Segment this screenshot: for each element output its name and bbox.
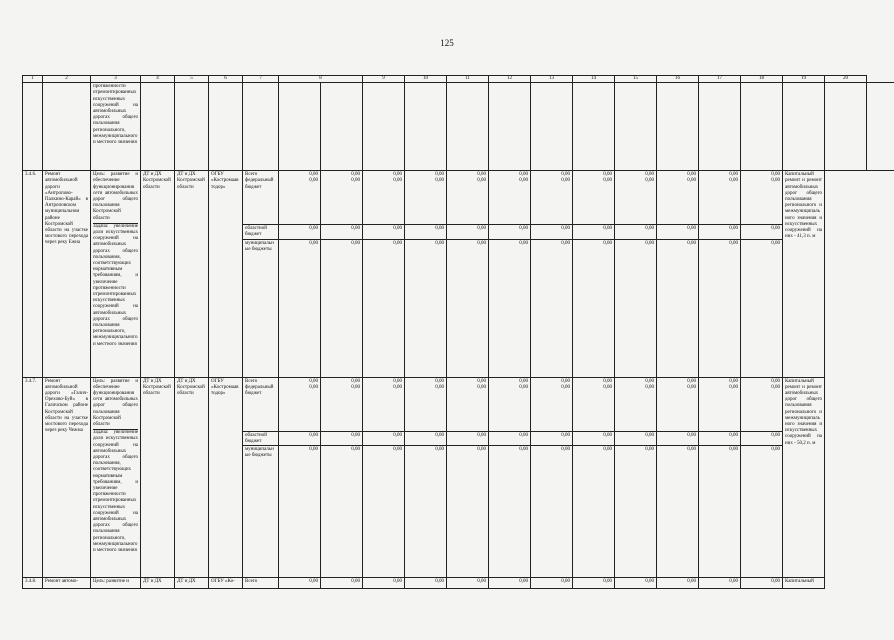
header-cell-20: 20 [825, 76, 867, 83]
municipal-value: 0,00 [615, 446, 657, 578]
municipal-value: 0,00 [531, 239, 573, 377]
municipal-value: 0,00 [405, 446, 447, 578]
item-coexecutor: ДТ и ДХ [175, 578, 209, 589]
header-cell-13: 13 [531, 76, 573, 83]
header-cell-2: 2 [43, 76, 91, 83]
cont-goal-text: протяженности отремонтированных искусственных сооружений на автомобильных дорогах общего пользования регионального, межмуниципального и местного значения [91, 83, 141, 171]
total-value: 0,00 [531, 578, 573, 589]
regional-value: 0,00 [279, 431, 321, 445]
cont-empty-cell [825, 83, 867, 171]
item-name: Ремонт автомобильной дороги «Галич-Орехово-Буй» в Галичском районе Костромской области на участке мостового перехода через реку Чежма [43, 377, 91, 577]
federal-value: 0,00 [645, 384, 654, 390]
item-result: Капитальный [783, 578, 825, 589]
cont-empty-cell [321, 83, 363, 171]
cont-name [43, 83, 91, 171]
program-table [22, 75, 894, 589]
total-value: 0,00 [603, 378, 612, 384]
municipal-value: 0,00 [363, 446, 405, 578]
header-cell-11: 11 [447, 76, 489, 83]
municipal-value: 0,00 [363, 239, 405, 377]
federal-value: 0,00 [435, 384, 444, 390]
value-cell [657, 377, 699, 431]
cont-num [23, 83, 43, 171]
regional-value: 0,00 [699, 225, 741, 239]
item-goal-task [91, 171, 141, 377]
federal-value: 0,00 [393, 178, 402, 184]
federal-value: 0,00 [477, 384, 486, 390]
total-value: 0,00 [435, 378, 444, 384]
total-value: 0,00 [477, 378, 486, 384]
total-value: 0,00 [477, 172, 486, 178]
item-partner: ОГБУ «Ко- [209, 578, 243, 589]
value-cell [489, 377, 531, 431]
federal-value: 0,00 [729, 178, 738, 184]
total-value: 0,00 [393, 378, 402, 384]
total-value: 0,00 [393, 172, 402, 178]
regional-value: 0,00 [657, 431, 699, 445]
cont-empty-cell [489, 83, 531, 171]
header-cell-8: 8 [279, 76, 363, 83]
regional-value: 0,00 [405, 225, 447, 239]
value-cell [363, 377, 405, 431]
federal-value: 0,00 [645, 178, 654, 184]
value-cell [279, 377, 321, 431]
total-value: 0,00 [741, 578, 783, 589]
federal-value: 0,00 [351, 384, 360, 390]
regional-value: 0,00 [363, 225, 405, 239]
municipal-value: 0,00 [531, 446, 573, 578]
regional-value: 0,00 [741, 431, 783, 445]
cont-empty-cell [141, 83, 175, 171]
total-value: 0,00 [435, 172, 444, 178]
regional-value: 0,00 [405, 431, 447, 445]
header-cell-19: 19 [783, 76, 825, 83]
municipal-value: 0,00 [657, 446, 699, 578]
value-cell [615, 171, 657, 225]
header-cell-9: 9 [363, 76, 405, 83]
total-value: 0,00 [645, 378, 654, 384]
municipal-value: 0,00 [615, 239, 657, 377]
federal-value: 0,00 [309, 384, 318, 390]
item-coexecutor: ДТ и ДХ Костромской области [175, 171, 209, 377]
item-executor: ДТ и ДХ Костромской области [141, 171, 175, 377]
value-cell [531, 377, 573, 431]
total-value: 0,00 [279, 578, 321, 589]
total-value: 0,00 [573, 578, 615, 589]
item-result: Капитальный ремонт и ремонт автомобильных дорог общего пользования регионального и межмуниципального значения и искусственных сооружений на них - 50,2 п. м [783, 377, 825, 577]
regional-value: 0,00 [489, 431, 531, 445]
regional-value: 0,00 [321, 225, 363, 239]
regional-value: 0,00 [615, 225, 657, 239]
regional-value: 0,00 [657, 225, 699, 239]
header-cell-1: 1 [23, 76, 43, 83]
funding-total-federal [243, 171, 279, 225]
value-cell [447, 377, 489, 431]
federal-value: 0,00 [771, 178, 780, 184]
federal-value: 0,00 [519, 178, 528, 184]
value-cell [699, 377, 741, 431]
federal-value: 0,00 [519, 384, 528, 390]
federal-value: 0,00 [393, 384, 402, 390]
total-value: 0,00 [561, 378, 570, 384]
total-value: 0,00 [351, 172, 360, 178]
total-value: 0,00 [603, 172, 612, 178]
item-partner: ОГБУ «Костромаавтодор» [209, 171, 243, 377]
total-value: 0,00 [699, 578, 741, 589]
federal-value: 0,00 [477, 178, 486, 184]
municipal-value: 0,00 [699, 239, 741, 377]
municipal-value: 0,00 [741, 239, 783, 377]
header-cell-3: 3 [91, 76, 141, 83]
municipal-value: 0,00 [321, 239, 363, 377]
header-cell-16: 16 [657, 76, 699, 83]
municipal-value: 0,00 [741, 446, 783, 578]
total-value: 0,00 [729, 172, 738, 178]
total-value: 0,00 [771, 378, 780, 384]
row-3-4-6-total [23, 171, 894, 225]
total-value: 0,00 [561, 172, 570, 178]
regional-value: 0,00 [531, 225, 573, 239]
value-cell [489, 171, 531, 225]
header-cell-18: 18 [741, 76, 783, 83]
total-value: 0,00 [489, 578, 531, 589]
funding-regional-label: областной бюджет [243, 225, 279, 239]
total-value: 0,00 [363, 578, 405, 589]
cont-empty-cell [783, 83, 825, 171]
regional-value: 0,00 [363, 431, 405, 445]
total-value: 0,00 [687, 172, 696, 178]
total-value: 0,00 [321, 578, 363, 589]
regional-value: 0,00 [279, 225, 321, 239]
municipal-value: 0,00 [447, 446, 489, 578]
header-cell-10: 10 [405, 76, 447, 83]
total-value: 0,00 [519, 378, 528, 384]
funding-total-label: Всего [243, 578, 279, 589]
federal-value: 0,00 [561, 178, 570, 184]
funding-federal-label: федеральный бюджет [245, 178, 274, 190]
item-partner: ОГБУ «Костромаавтодор» [209, 377, 243, 577]
value-cell [279, 171, 321, 225]
federal-value: 0,00 [561, 384, 570, 390]
municipal-value: 0,00 [699, 446, 741, 578]
header-cell-5: 5 [175, 76, 209, 83]
regional-value: 0,00 [489, 225, 531, 239]
total-value: 0,00 [657, 578, 699, 589]
federal-value: 0,00 [309, 178, 318, 184]
municipal-value: 0,00 [279, 239, 321, 377]
regional-value: 0,00 [573, 225, 615, 239]
total-value: 0,00 [447, 578, 489, 589]
total-value: 0,00 [615, 578, 657, 589]
value-cell [321, 377, 363, 431]
federal-value: 0,00 [603, 178, 612, 184]
municipal-value: 0,00 [321, 446, 363, 578]
header-cell-7: 7 [243, 76, 279, 83]
value-cell [405, 171, 447, 225]
item-goal-task [91, 377, 141, 577]
value-cell [573, 171, 615, 225]
header-row [23, 76, 894, 83]
total-value: 0,00 [519, 172, 528, 178]
cont-empty-cell [447, 83, 489, 171]
header-cell-17: 17 [699, 76, 741, 83]
item-executor: ДТ и ДХ [141, 578, 175, 589]
value-cell [573, 377, 615, 431]
total-value: 0,00 [309, 378, 318, 384]
regional-value: 0,00 [531, 431, 573, 445]
cont-empty-cell [573, 83, 615, 171]
total-value: 0,00 [687, 378, 696, 384]
regional-value: 0,00 [573, 431, 615, 445]
total-value: 0,00 [351, 378, 360, 384]
funding-total-federal [243, 377, 279, 431]
cont-empty-cell [243, 83, 279, 171]
header-cell-14: 14 [573, 76, 615, 83]
value-cell [699, 171, 741, 225]
item-goal: Цель: развитие и [91, 578, 141, 589]
row-3-4-7-total [23, 377, 894, 431]
total-value: 0,00 [729, 378, 738, 384]
header-cell-4: 4 [141, 76, 175, 83]
cont-empty-cell [867, 83, 894, 171]
municipal-value: 0,00 [489, 446, 531, 578]
regional-value: 0,00 [699, 431, 741, 445]
item-task: Задача: увеличение доли искусственных сооружений на автомобильных дорогах общего пользования, соответствующих нормативным требованиям, и увеличение протяженности отремонтированных искусственных сооружений на автомобильных дорогах общего пользования регионального, межмуниципального и местного значения [93, 223, 138, 347]
cont-empty-cell [741, 83, 783, 171]
cont-empty-cell [405, 83, 447, 171]
item-coexecutor: ДТ и ДХ Костромской области [175, 377, 209, 577]
regional-value: 0,00 [741, 225, 783, 239]
municipal-value: 0,00 [405, 239, 447, 377]
value-cell [741, 377, 783, 431]
value-cell [657, 171, 699, 225]
total-value: 0,00 [771, 172, 780, 178]
regional-value: 0,00 [447, 431, 489, 445]
cont-empty-cell [363, 83, 405, 171]
regional-value: 0,00 [447, 225, 489, 239]
federal-value: 0,00 [771, 384, 780, 390]
item-number: 3.4.7. [23, 377, 43, 577]
value-cell [363, 171, 405, 225]
item-name: Ремонт автомо- [43, 578, 91, 589]
federal-value: 0,00 [687, 178, 696, 184]
item-executor: ДТ и ДХ Костромской области [141, 377, 175, 577]
header-cell-6: 6 [209, 76, 243, 83]
regional-value: 0,00 [321, 431, 363, 445]
value-cell [741, 171, 783, 225]
item-task: Задача: увеличение доли искусственных сооружений на автомобильных дорогах общего пользования, соответствующих нормативным требованиям, и увеличение протяженности отремонтированных искусственных сооружений на автомобильных дорогах общего пользования регионального, межмуниципального и местного значения [93, 430, 138, 554]
funding-municipal-label: муниципальные бюджеты [243, 239, 279, 377]
federal-value: 0,00 [729, 384, 738, 390]
item-result: Капитальный ремонт и ремонт автомобильных дорог общего пользования регионального и межмуниципального значения и искусственных сооружений на них - 41,3 п. м [783, 171, 825, 377]
item-number: 3.4.6. [23, 171, 43, 377]
municipal-value: 0,00 [573, 239, 615, 377]
funding-federal-label: федеральный бюджет [245, 384, 274, 397]
continuation-row [23, 83, 894, 171]
municipal-value: 0,00 [573, 446, 615, 578]
cont-empty-cell [699, 83, 741, 171]
value-cell [447, 171, 489, 225]
municipal-value: 0,00 [657, 239, 699, 377]
total-value: 0,00 [405, 578, 447, 589]
funding-total-label: Всего [245, 172, 258, 178]
cont-empty-cell [209, 83, 243, 171]
municipal-value: 0,00 [489, 239, 531, 377]
total-value: 0,00 [645, 172, 654, 178]
item-goal: Цель: развитие и обеспечение функционирования сети автомобильных дорог общего пользования Костромской области [93, 172, 138, 224]
value-cell [405, 377, 447, 431]
federal-value: 0,00 [351, 178, 360, 184]
item-goal: Цель: развитие и обеспечение функционирования сети автомобильных дорог общего пользования Костромской области [93, 379, 138, 431]
page-number: 125 [440, 38, 454, 48]
municipal-value: 0,00 [447, 239, 489, 377]
federal-value: 0,00 [687, 384, 696, 390]
cont-empty-cell [279, 83, 321, 171]
funding-regional-label: областной бюджет [243, 431, 279, 445]
federal-value: 0,00 [603, 384, 612, 390]
item-name: Ремонт автомобильной дороги «Антропово-Палкино-Карай» в Антроповском муниципальном районе Костромской области на участке мостового перехода через реку Ежна [43, 171, 91, 377]
header-cell-12: 12 [489, 76, 531, 83]
cont-empty-cell [531, 83, 573, 171]
cont-empty-cell [615, 83, 657, 171]
value-cell [321, 171, 363, 225]
funding-municipal-label: муниципальные бюджеты [243, 446, 279, 578]
federal-value: 0,00 [435, 178, 444, 184]
row-3-4-8 [23, 578, 894, 589]
value-cell [615, 377, 657, 431]
regional-value: 0,00 [615, 431, 657, 445]
item-number: 3.4.8. [23, 578, 43, 589]
cont-empty-cell [657, 83, 699, 171]
municipal-value: 0,00 [279, 446, 321, 578]
value-cell [531, 171, 573, 225]
total-value: 0,00 [309, 172, 318, 178]
cont-empty-cell [175, 83, 209, 171]
funding-total-label: Всего [245, 378, 258, 384]
header-cell-15: 15 [615, 76, 657, 83]
